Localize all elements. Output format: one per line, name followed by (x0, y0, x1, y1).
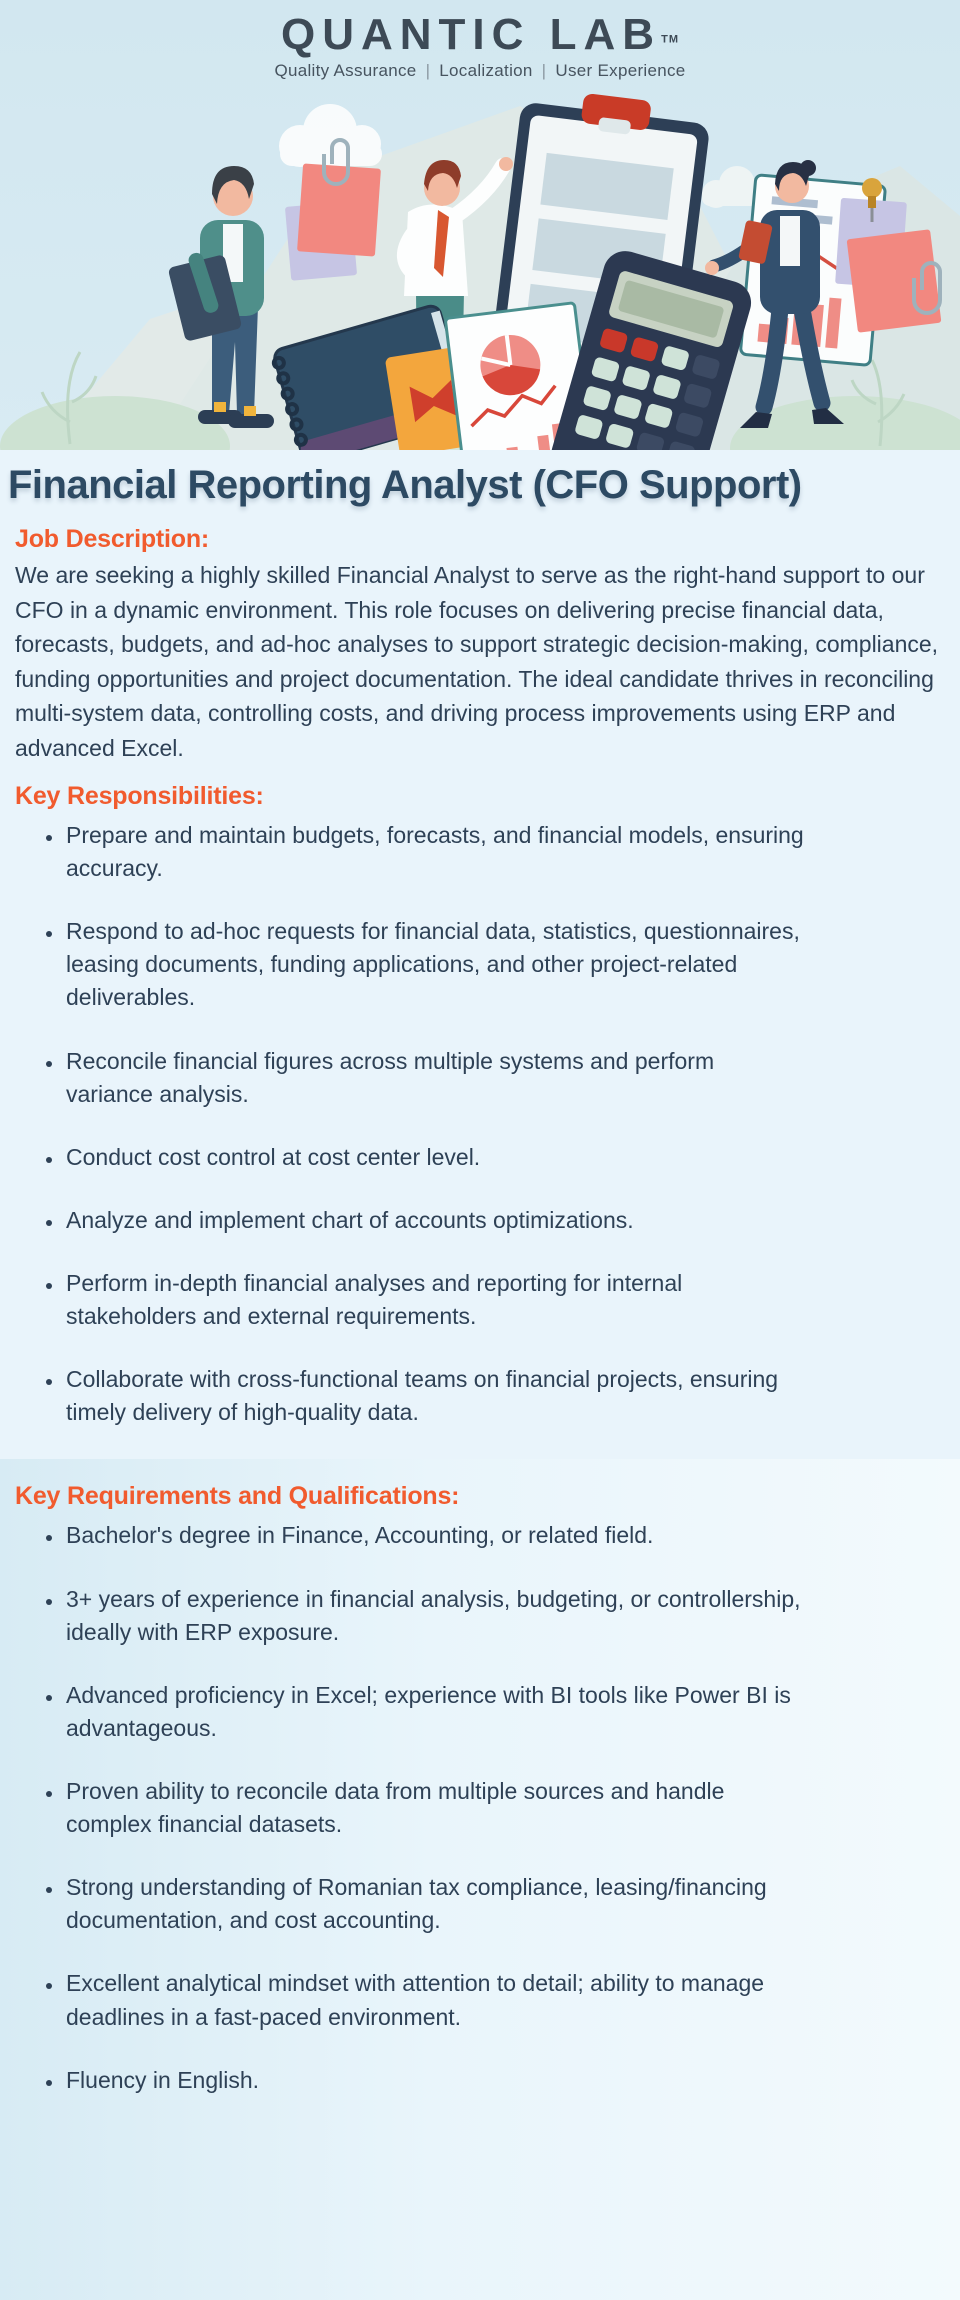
brand-tagline (0, 61, 960, 81)
list-item: • Fluency in English. (64, 2064, 804, 2097)
list-item: • Prepare and maintain budgets, forecasts, and financial models, ensuring accuracy. (64, 819, 804, 885)
hero-illustration (0, 84, 960, 450)
list-item: • Advanced proficiency in Excel; experience with BI tools like Power BI is advantageous. (64, 1679, 804, 1745)
tagline-item-quality-assurance: Quality Assurance (274, 61, 417, 81)
key-responsibilities-heading: Key Responsibilities: (15, 782, 264, 810)
key-responsibilities-list (8, 819, 804, 1429)
list-item: • Reconcile financial figures across multiple systems and perform variance analysis. (64, 1045, 804, 1111)
brand-logo (0, 0, 960, 81)
page-title: Financial Reporting Analyst (CFO Support) (8, 463, 802, 507)
key-requirements-list (8, 1519, 804, 2096)
list-item: • 3+ years of experience in financial analysis, budgeting, or controllership, ideally with ERP exposure. (64, 1583, 804, 1649)
list-item: • Excellent analytical mindset with attention to detail; ability to manage deadlines in a fast-paced environment. (64, 1967, 804, 2033)
list-item: • Perform in-depth financial analyses and reporting for internal stakeholders and external requirements. (64, 1267, 804, 1333)
list-item: • Analyze and implement chart of accounts optimizations. (64, 1204, 804, 1237)
trademark-symbol: TM (661, 33, 679, 46)
content-upper (0, 450, 960, 1429)
tagline-separator: | (425, 61, 431, 81)
list-item: • Strong understanding of Romanian tax compliance, leasing/financing documentation, and cost accounting. (64, 1871, 804, 1937)
requirements-section (0, 1459, 960, 2300)
tagline-item-localization: Localization (439, 61, 533, 81)
list-item: • Collaborate with cross-functional teams on financial projects, ensuring timely delivery of high-quality data. (64, 1363, 804, 1429)
job-description-heading: Job Description: (15, 525, 210, 553)
list-item: • Conduct cost control at cost center level. (64, 1141, 804, 1174)
key-requirements-heading: Key Requirements and Qualifications: (15, 1482, 460, 1511)
list-item: • Bachelor's degree in Finance, Accounting, or related field. (64, 1519, 804, 1552)
tagline-separator: | (541, 61, 547, 81)
hero-header (0, 0, 960, 450)
tagline-item-user-experience: User Experience (555, 61, 686, 81)
list-item: • Respond to ad-hoc requests for financial data, statistics, questionnaires, leasing documents, funding applications, and other project-related deliverables. (64, 915, 804, 1014)
list-item: • Proven ability to reconcile data from multiple sources and handle complex financial datasets. (64, 1775, 804, 1841)
job-description-text: We are seeking a highly skilled Financial Analyst to serve as the right-hand support to our CFO in a dynamic environment. This role focuses on delivering precise financial data, forecasts, budgets, and ad-hoc analyses to support strategic decision-making, compliance, funding opportunities and project documentation. The ideal candidate thrives in reconciling multi-system data, controlling costs, and driving process improvements using ERP and advanced Excel. (15, 562, 939, 761)
flyer-body (0, 450, 960, 2300)
brand-logo-text: QUANTIC LAB (281, 10, 662, 59)
